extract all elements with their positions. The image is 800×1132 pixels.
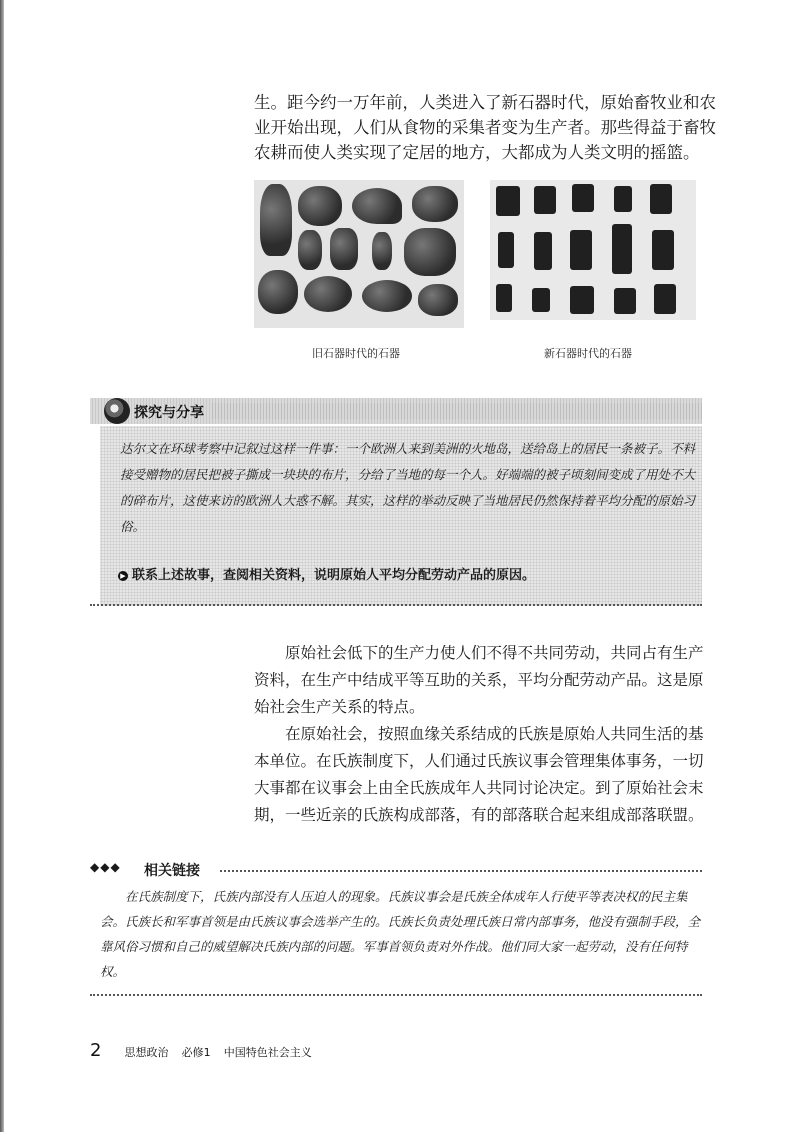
stone-tool bbox=[652, 230, 674, 270]
stone-tool bbox=[362, 280, 412, 312]
explore-story: 达尔文在环球考察中记叙过这样一件事：一个欧洲人来到美洲的火地岛，送给岛上的居民一条被子。不料接受赠物的居民把被子撕成一块块的布片，分给了当地的每一个人。好端端的被子顷刻间变成了用处不大的碎布片，这使来访的欧洲人大惑不解。其实，这样的举动反映了当地居民仍然保持着平均分配的原始习俗。 bbox=[120, 441, 696, 534]
explore-task-text: 联系上述故事，查阅相关资料，说明原始人平均分配劳动产品的原因。 bbox=[132, 568, 536, 583]
stone-tool bbox=[404, 228, 456, 276]
stone-tool bbox=[570, 286, 594, 314]
page-footer bbox=[90, 1040, 320, 1061]
explore-title: 探究与分享 bbox=[134, 405, 204, 421]
body-paragraph-1: 原始社会低下的生产力使人们不得不共同劳动，共同占有生产资料，在生产中结成平等互助的关系，平均分配劳动产品。这是原始社会生产关系的特点。 bbox=[254, 644, 704, 716]
related-link-text: 在氏族制度下，氏族内部没有人压迫人的现象。氏族议事会是氏族全体成年人行使平等表决权的民主集会。氏族长和军事首领是由氏族议事会选举产生的。氏族长负责处理氏族日常内部事务，他没有强制手段，全靠风俗习惯和自己的威望解决氏族内部的问题。军事首领负责对外作战。他们同大家一起劳动，没有任何特权。 bbox=[100, 889, 701, 979]
header-band-texture bbox=[212, 403, 702, 419]
dotted-divider bbox=[90, 994, 702, 996]
paleolithic-tools-photo bbox=[254, 180, 464, 328]
related-link-header bbox=[90, 860, 702, 878]
stone-tool bbox=[304, 276, 352, 312]
stone-tool bbox=[418, 284, 458, 316]
related-link-title: 相关链接 bbox=[144, 863, 200, 879]
neolithic-tools-photo bbox=[490, 180, 696, 320]
body-paragraph-2: 在原始社会，按照血缘关系结成的氏族是原始人共同生活的基本单位。在氏族制度下，人们通过氏族议事会管理集体事务，一切大事都在议事会上由全氏族成年人共同讨论决定。到了原始社会末期，一些近亲的氏族构成部落，有的部落联合起来组成部落联盟。 bbox=[254, 725, 704, 824]
dotted-divider bbox=[90, 604, 702, 606]
dotted-rule bbox=[220, 870, 702, 872]
stone-tool bbox=[612, 224, 632, 274]
stone-tool bbox=[260, 184, 292, 256]
footer-book: 中国特色社会主义 bbox=[223, 1046, 312, 1059]
arrow-icon: ▶ bbox=[118, 571, 128, 581]
stone-tool bbox=[496, 284, 512, 312]
explore-task bbox=[118, 564, 535, 583]
stone-tool bbox=[352, 188, 402, 224]
stone-tool bbox=[498, 232, 514, 268]
explore-section-header bbox=[90, 394, 702, 424]
intro-text: 生。距今约一万年前，人类进入了新石器时代，原始畜牧业和农业开始出现，人们从食物的采集者变为生产者。那些得益于畜牧农耕而使人类实现了定居的地方，大都成为人类文明的摇篮。 bbox=[254, 93, 716, 162]
stone-tool bbox=[570, 230, 592, 270]
stone-tool bbox=[650, 184, 672, 214]
footer-subject: 思想政治 bbox=[124, 1046, 169, 1059]
diamond-marker-icon: ◆◆◆ bbox=[90, 860, 121, 874]
footer-volume: 必修1 bbox=[181, 1046, 211, 1059]
stone-tool bbox=[298, 230, 322, 270]
body-text bbox=[254, 640, 714, 829]
stone-tool bbox=[258, 270, 298, 314]
stone-tool bbox=[532, 288, 550, 312]
neolithic-caption: 新石器时代的石器 bbox=[544, 347, 632, 360]
stone-tool bbox=[534, 232, 552, 270]
stone-tool bbox=[654, 284, 676, 314]
stone-tool bbox=[534, 186, 556, 214]
paleolithic-caption: 旧石器时代的石器 bbox=[312, 347, 400, 360]
page-edge bbox=[0, 0, 4, 1132]
stone-tool bbox=[614, 186, 632, 212]
stone-tool bbox=[496, 186, 520, 216]
intro-paragraph bbox=[254, 90, 724, 165]
stone-tool bbox=[298, 186, 342, 226]
page-number: 2 bbox=[90, 1040, 102, 1061]
stone-tool bbox=[330, 228, 358, 270]
explore-box bbox=[100, 426, 702, 606]
explore-icon bbox=[104, 398, 130, 424]
stone-tool bbox=[412, 186, 458, 222]
stone-tool bbox=[614, 288, 636, 314]
stone-tool bbox=[572, 184, 594, 212]
stone-tool bbox=[372, 232, 392, 270]
